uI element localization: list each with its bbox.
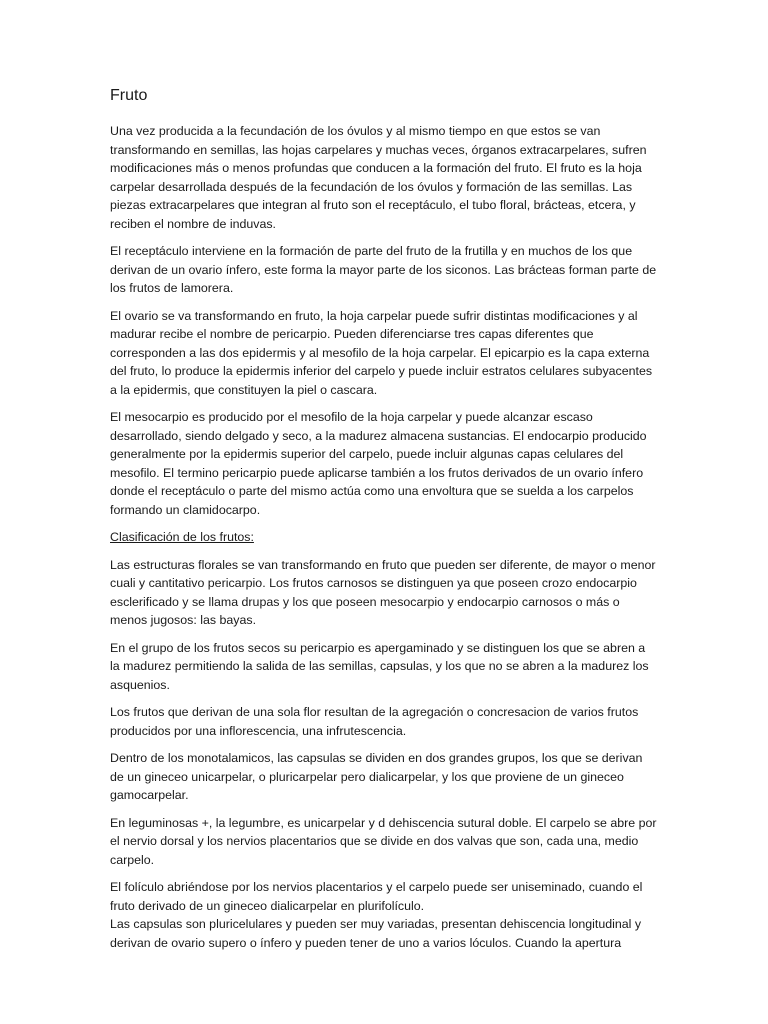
paragraph-fruto-intro: Una vez producida a la fecundación de los óvulos y al mismo tiempo en que estos se van transformando en semillas, las hojas carpelares y muchas veces, órganos extracarpelares, sufren modificaciones más o menos profundas que conducen a la formación del fruto. El fruto es la hoja carpelar desarrollada después de la fecundación de los óvulos y formación de las semillas. Las piezas extracarpelares que integran al fruto son el receptáculo, el tubo floral, brácteas, etcera, y reciben el nombre de induvas. [110,124,647,231]
paragraph-estructuras-florales: Las estructuras florales se van transformando en fruto que pueden ser diferente, de mayor o menor cuali y cantitativo pericarpio. Los frutos carnosos se distinguen ya que poseen crozo endocarpio esclerificado y se llama drupas y los que poseen mesocarpio y endocarpio carnosos o más o menos jugosos: las bayas. [110,557,656,627]
paragraph-leguminosas: En leguminosas +, la legumbre, es unicarpelar y d dehiscencia sutural doble. El carpelo se abre por el nervio dorsal y los nervios placentarios que se divide en dos valvas que son, cada una, medio carpelo. [110,815,657,867]
paragraph-una-sola-flor: Los frutos que derivan de una sola flor resultan de la agregación o concresacion de varios frutos producidos por una inflorescencia, una infrutescencia. [110,705,639,738]
paragraph-mesocarpio: El mesocarpio es producido por el mesofilo de la hoja carpelar y puede alcanzar escaso desarrollado, siendo delgado y seco, a la madurez almacena sustancias. El endocarpio producido generalmente por la epidermis superior del carpelo, puede incluir algunas capas celulares del mesofilo. El termino pericarpio puede aplicarse también a los frutos derivados de un ovario ínfero donde el receptáculo o parte del mismo actúa como una envoltura que se suelda a los carpelos formando un clamidocarpo. [110,410,647,517]
paragraph-receptaculo: El receptáculo interviene en la formación de parte del fruto de la frutilla y en muchos de los que derivan de un ovario ínfero, este forma la mayor parte de los siconos. Las brácteas forman parte de los frutos de lamorera. [110,244,657,295]
paragraph-frutos-secos: En el grupo de los frutos secos su pericarpio es apergaminado y se distinguen los que se abren a la madurez permitiendo la salida de las semillas, capsulas, y los que no se abren a la madurez los asquenios. [110,640,649,692]
paragraph-capsulas: Las capsulas son pluricelulares y pueden ser muy variadas, presentan dehiscencia longitudinal y derivan de ovario supero o ínfero y pueden tener de uno a varios lóculos. Cuando la apertura [110,917,642,950]
document-page [110,86,658,961]
section-heading-clasificacion: Clasificación de los frutos: [110,530,254,544]
paragraph-ovario: El ovario se va transformando en fruto, la hoja carpelar puede sufrir distintas modificaciones y al madurar recibe el nombre de pericarpio. Pueden diferenciarse tres capas diferentes que corresponden a las dos epidermis y al mesofilo de la hoja carpelar. El epicarpio es la capa externa del fruto, lo produce la epidermis inferior del carpelo y puede incluir estratos celulares subyacentes a la epidermis, que constituyen la piel o cascara. [110,308,653,397]
paragraph-monotalamicos: Dentro de los monotalamicos, las capsulas se dividen en dos grandes grupos, los que se derivan de un gineceo unicarpelar, o pluricarpelar pero dialicarpelar, y los que proviene de un gineceo gamocarpelar. [110,751,643,802]
paragraph-foliculo: El folículo abriéndose por los nervios placentarios y el carpelo puede ser uniseminado, cuando el fruto derivado de un gineceo dialicarpelar en plurifolículo. [110,880,643,913]
document-title: Fruto [110,87,148,104]
